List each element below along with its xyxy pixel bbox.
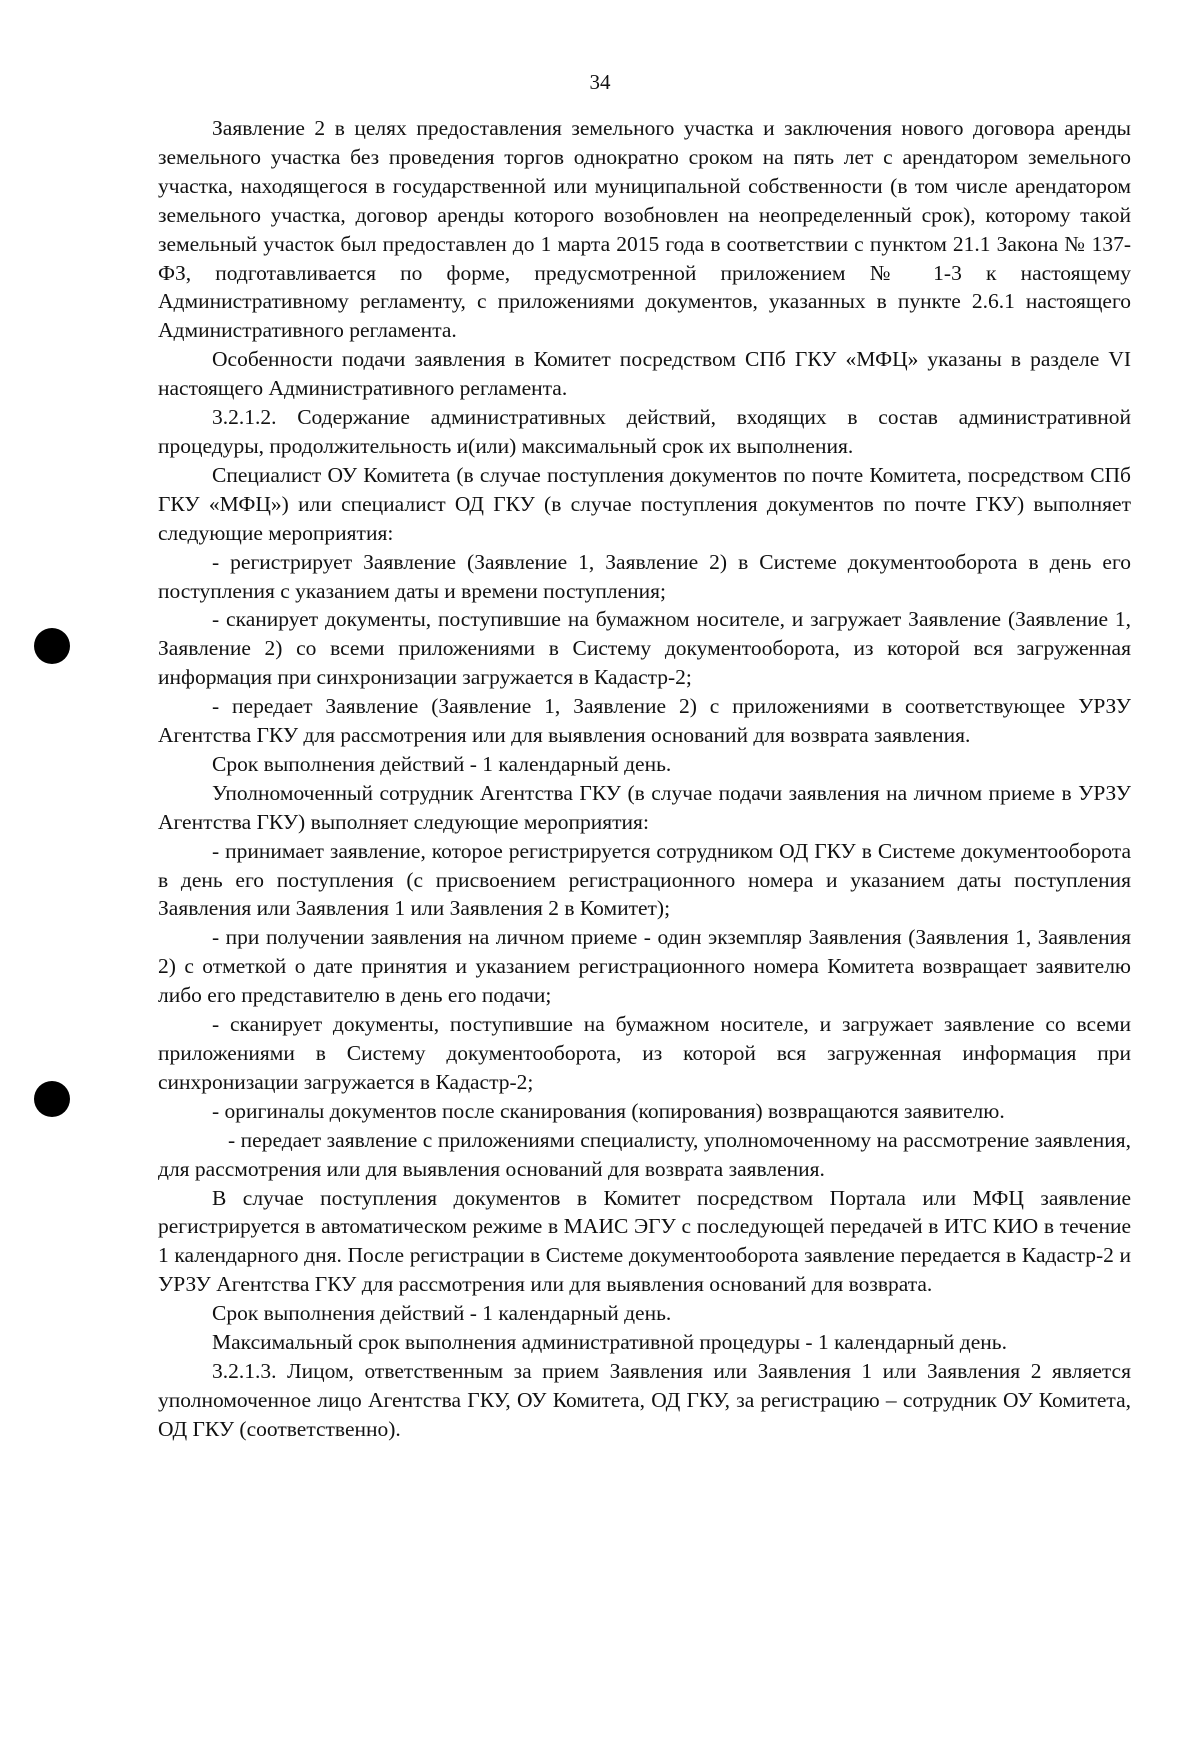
- list-item: - регистрирует Заявление (Заявление 1, Заявление 2) в Системе документооборота в день его поступления с указанием даты и времени поступления;: [158, 549, 1131, 603]
- paragraph: 3.2.1.3. Лицом, ответственным за прием Заявления или Заявления 1 или Заявления 2 является уполномоченное лицо Агентства ГКУ, ОУ Комитета, ОД ГКУ, за регистрацию – сотрудник ОУ Комитета, ОД ГКУ (соответственно).: [158, 1358, 1131, 1441]
- list-item: - оригиналы документов после сканирования (копирования) возвращаются заявителю.: [212, 1098, 1005, 1123]
- paragraph: 3.2.1.2. Содержание административных действий, входящих в состав административной процедуры, продолжительность и(или) максимальный срок их выполнения.: [158, 405, 1131, 458]
- paragraph: Заявление 2 в целях предоставления земельного участка и заключения нового договора аренды земельного участка без проведения торгов однократно сроком на пять лет с арендатором земельного участка, находящегося в государственной или муниципальной собственности (в том числе арендатором земельного участка, договор аренды которого возобновлен на неопределенный срок), которому такой земельный участок был предоставлен до 1 марта 2015 года в соответствии с пунктом 21.1 Закона № 137-ФЗ, подготавливается по форме, предусмотренной приложением № 1-3 к настоящему Административному регламенту, с приложениями документов, указанных в пункте 2.6.1 настоящего Административного регламента.: [158, 116, 1131, 343]
- paragraph: Уполномоченный сотрудник Агентства ГКУ (в случае подачи заявления на личном приеме в УРЗУ Агентства ГКУ) выполняет следующие мероприятия:: [158, 780, 1131, 834]
- paragraph: Максимальный срок выполнения административной процедуры - 1 календарный день.: [212, 1330, 1007, 1355]
- list-item: - принимает заявление, которое регистрируется сотрудником ОД ГКУ в Системе документооборота в день его поступления (с присвоением регистрационного номера и указанием даты поступления Заявления или Заявления 1 или Заявления 2 в Комитет);: [158, 838, 1131, 921]
- list-item: - сканирует документы, поступившие на бумажном носителе, и загружает заявление со всеми приложениями в Систему документооборота, из которой вся загруженная информация при синхронизации загружается в Кадастр-2;: [158, 1012, 1131, 1094]
- paragraph: В случае поступления документов в Комитет посредством Портала или МФЦ заявление регистрируется в автоматическом режиме в МАИС ЭГУ с последующей передачей в ИТС КИО в течение 1 календарного дня. После регистрации в Системе документооборота заявление передается в Кадастр-2 и УРЗУ Агентства ГКУ для рассмотрения или для выявления оснований для возврата.: [158, 1185, 1131, 1297]
- list-item: - передает Заявление (Заявление 1, Заявление 2) с приложениями в соответствующее УРЗУ Агентства ГКУ для рассмотрения или для выявления оснований для возврата заявления.: [158, 694, 1131, 748]
- paragraph: Срок выполнения действий - 1 календарный день.: [212, 751, 672, 776]
- paragraph: Срок выполнения действий - 1 календарный день.: [212, 1301, 672, 1326]
- document-body: [158, 114, 1131, 1444]
- list-item: - сканирует документы, поступившие на бумажном носителе, и загружает Заявление (Заявление 1, Заявление 2) со всеми приложениями в Систему документооборота, из которой вся загруженная информация при синхронизации загружается в Кадастр-2;: [158, 607, 1131, 690]
- list-item: - при получении заявления на личном приеме - один экземпляр Заявления (Заявления 1, Заявления 2) с отметкой о дате принятия и указанием регистрационного номера Комитета возвращает заявителю либо его представителю в день его подачи;: [158, 925, 1131, 1008]
- paragraph: Специалист ОУ Комитета (в случае поступления документов по почте Комитета, посредством СПб ГКУ «МФЦ») или специалист ОД ГКУ (в случае поступления документов по почте ГКУ) выполняет следующие мероприятия:: [158, 462, 1131, 545]
- list-item: - передает заявление с приложениями специалисту, уполномоченному на рассмотрение заявления, для рассмотрения или для выявления оснований для возврата заявления.: [158, 1127, 1131, 1181]
- punch-hole-mark: [34, 628, 70, 664]
- punch-hole-mark: [34, 1081, 70, 1117]
- paragraph: Особенности подачи заявления в Комитет посредством СПб ГКУ «МФЦ» указаны в разделе VI настоящего Административного регламента.: [158, 347, 1131, 401]
- page-number: 34: [589, 70, 611, 94]
